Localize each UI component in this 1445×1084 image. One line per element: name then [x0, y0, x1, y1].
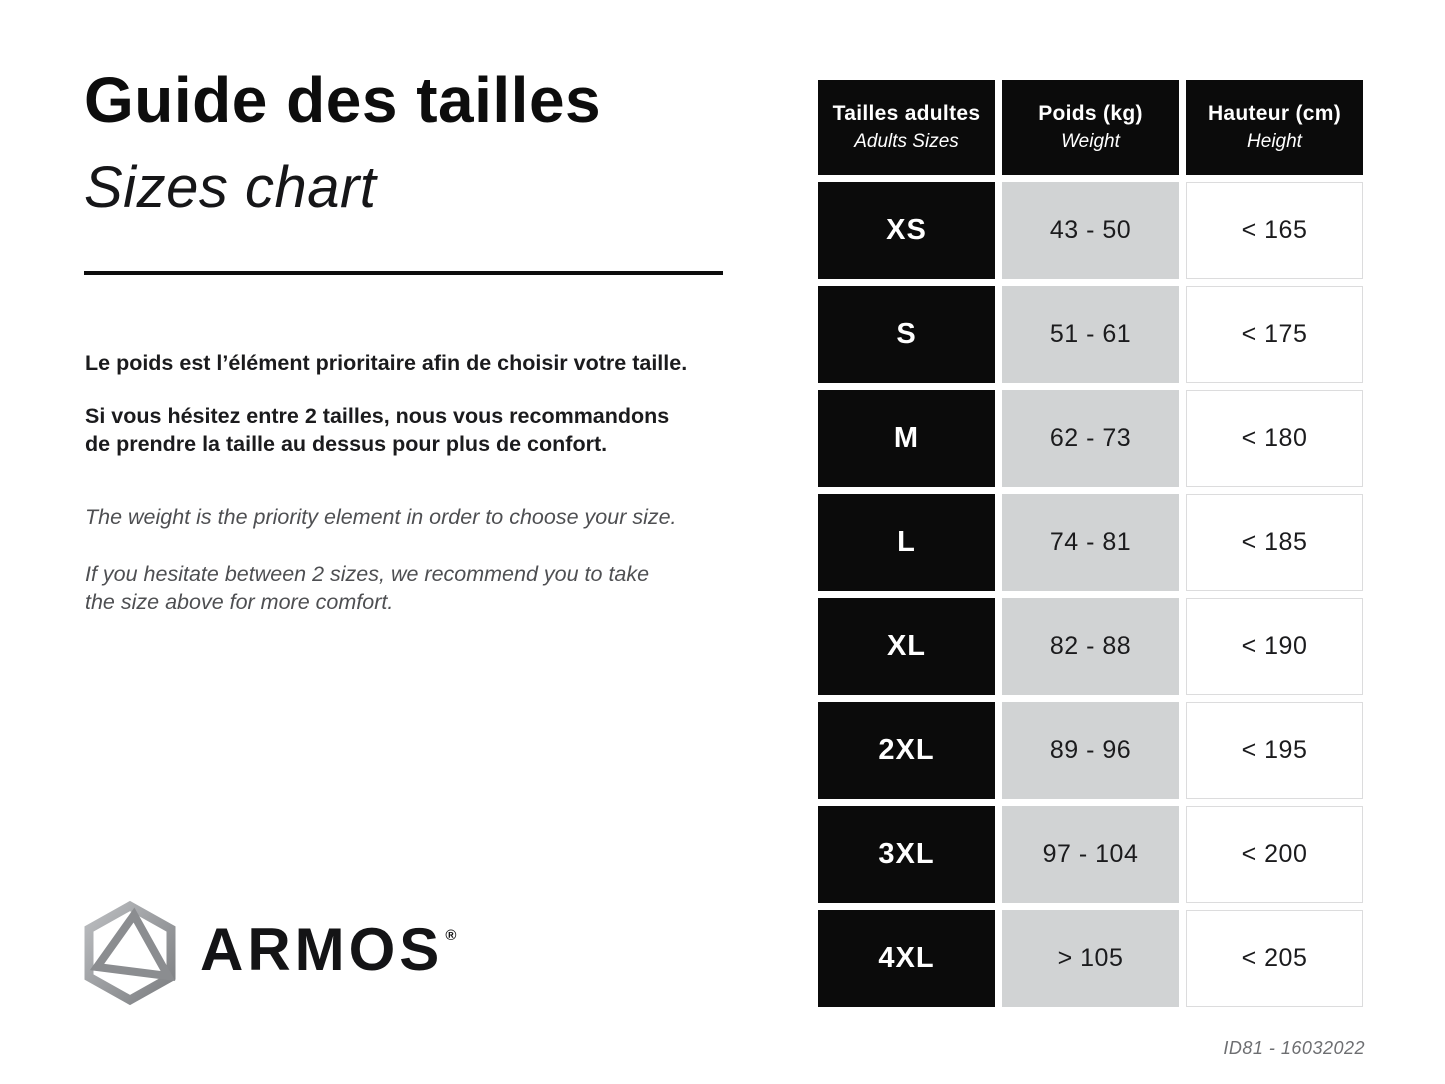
intro-fr-2-line2: de prendre la taille au dessus pour plus de confort. [85, 432, 608, 457]
size-table [818, 80, 1363, 1007]
intro-paragraph-en-1: The weight is the priority element in order to choose your size. [85, 504, 677, 529]
intro-en-2-line1: If you hesitate between 2 sizes, we recommend you to take [85, 561, 650, 586]
column-header-weight [1002, 80, 1179, 175]
column-header-sizes [818, 80, 995, 175]
size-cell-xs: XS [818, 182, 995, 279]
page-title: Guide des tailles [84, 64, 602, 136]
column-header-weight-en: Weight [1061, 131, 1120, 152]
intro-paragraph-fr-2 [85, 402, 805, 460]
document-id: ID81 - 16032022 [1223, 1038, 1365, 1058]
height-cell-l: < 185 [1186, 494, 1363, 591]
column-header-weight-fr: Poids (kg) [1038, 102, 1143, 125]
column-header-sizes-fr: Tailles adultes [832, 102, 981, 125]
brand-logo [80, 900, 457, 1006]
intro-fr-2-line1: Si vous hésitez entre 2 tailles, nous vous recommandons [85, 403, 670, 428]
column-header-sizes-en: Adults Sizes [854, 131, 959, 152]
intro-paragraph-fr-1: Le poids est l’élément prioritaire afin de choisir votre taille. [85, 350, 688, 375]
size-cell-m: M [818, 390, 995, 487]
height-cell-s: < 175 [1186, 286, 1363, 383]
height-cell-m: < 180 [1186, 390, 1363, 487]
weight-cell-xs: 43 - 50 [1002, 182, 1179, 279]
column-header-height [1186, 80, 1363, 175]
weight-cell-3xl: 97 - 104 [1002, 806, 1179, 903]
weight-cell-m: 62 - 73 [1002, 390, 1179, 487]
weight-cell-s: 51 - 61 [1002, 286, 1179, 383]
size-cell-4xl: 4XL [818, 910, 995, 1007]
size-cell-2xl: 2XL [818, 702, 995, 799]
hexagon-triangle-icon [80, 900, 180, 1006]
weight-cell-2xl: 89 - 96 [1002, 702, 1179, 799]
brand-name: ARMOS [200, 915, 444, 983]
weight-cell-xl: 82 - 88 [1002, 598, 1179, 695]
title-divider [84, 271, 723, 275]
weight-cell-4xl: > 105 [1002, 910, 1179, 1007]
brand-wordmark [200, 915, 457, 984]
page-subtitle: Sizes chart [84, 155, 377, 220]
intro-paragraph-en-2 [85, 560, 815, 618]
height-cell-xl: < 190 [1186, 598, 1363, 695]
column-header-height-fr: Hauteur (cm) [1207, 102, 1342, 125]
height-cell-4xl: < 205 [1186, 910, 1363, 1007]
size-cell-l: L [818, 494, 995, 591]
weight-cell-l: 74 - 81 [1002, 494, 1179, 591]
height-cell-2xl: < 195 [1186, 702, 1363, 799]
size-cell-s: S [818, 286, 995, 383]
size-cell-xl: XL [818, 598, 995, 695]
size-cell-3xl: 3XL [818, 806, 995, 903]
height-cell-xs: < 165 [1186, 182, 1363, 279]
intro-en-2-line2: the size above for more comfort. [85, 590, 394, 615]
column-header-height-en: Height [1247, 131, 1302, 152]
registered-trademark-symbol: ® [445, 926, 457, 944]
height-cell-3xl: < 200 [1186, 806, 1363, 903]
